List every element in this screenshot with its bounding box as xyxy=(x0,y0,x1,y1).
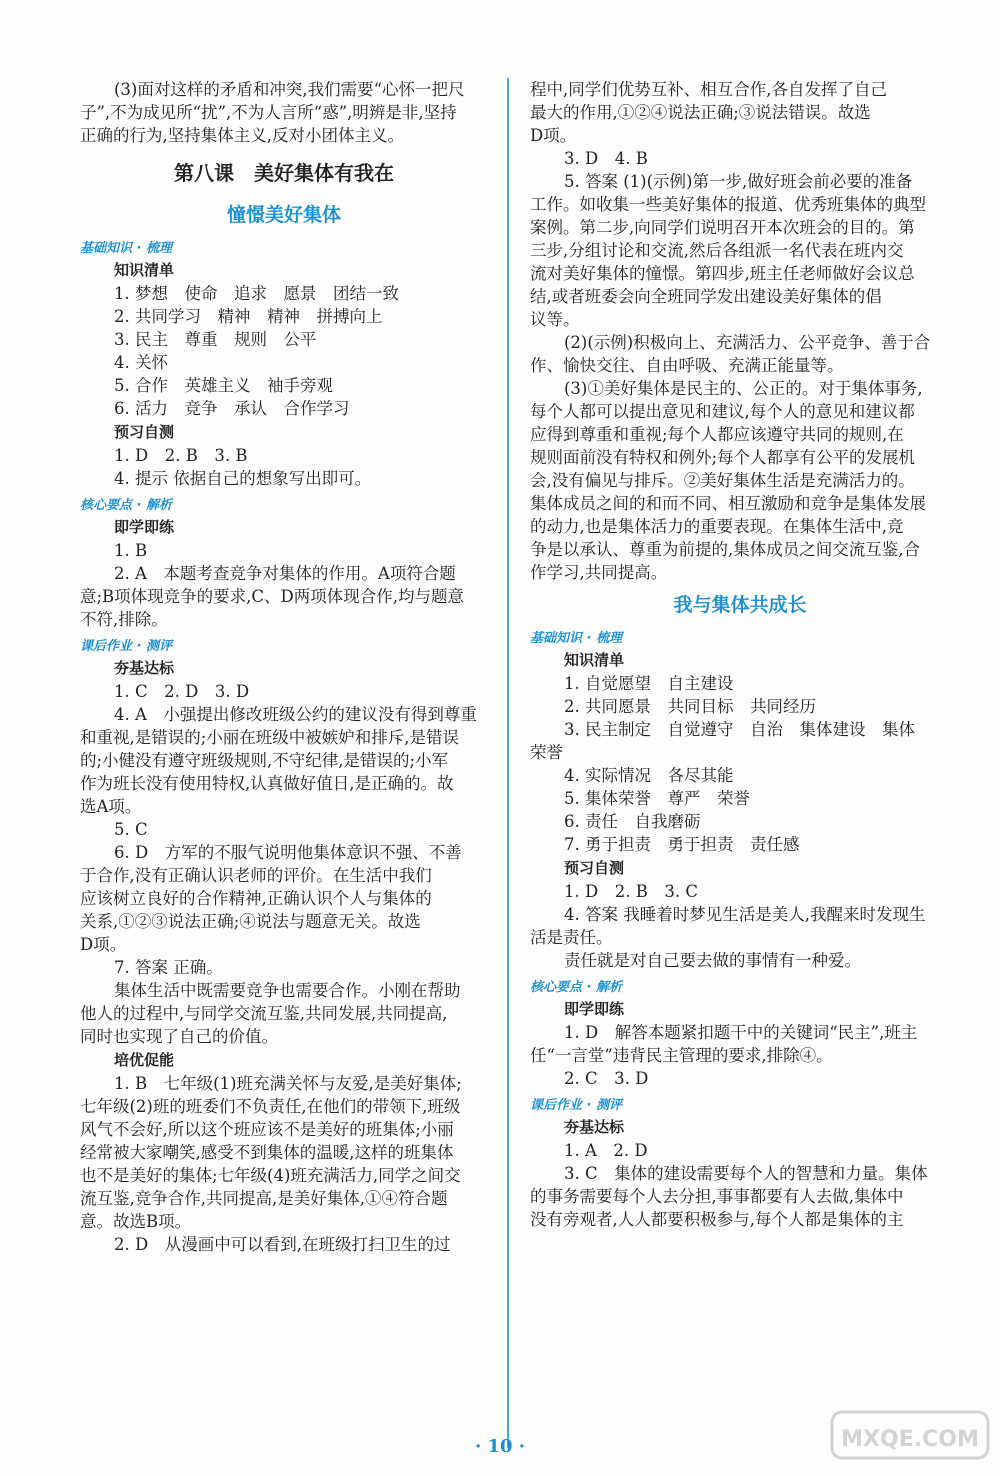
text-line: 会,没有偏见与排斥。②美好集体生活是充满活力的。 xyxy=(530,471,915,490)
subsection-heading: 即学即练 xyxy=(114,518,175,536)
text-line: 作学习,共同提高。 xyxy=(530,563,668,582)
text-line: (3)面对这样的矛盾和冲突,我们需要“心怀一把尺 xyxy=(114,80,465,99)
text-line: 工作。如收集一些美好集体的报道、优秀班集体的典型 xyxy=(530,195,926,214)
text-line: 4. 实际情况 各尽其能 xyxy=(564,766,734,785)
text-line: 1. 梦想 使命 追求 愿景 团结一致 xyxy=(114,284,399,303)
subsection-heading: 夯基达标 xyxy=(114,659,175,677)
text-line: 程中,同学们优势互补、相互合作,各自发挥了自己 xyxy=(530,80,887,99)
text-line: 2. 共同愿景 共同目标 共同经历 xyxy=(564,697,816,716)
page-number: · 10 · xyxy=(474,1436,526,1457)
text-line: 6. 活力 竞争 承认 合作学习 xyxy=(114,399,350,418)
section-title: 我与集体共成长 xyxy=(673,594,807,616)
text-line: 最大的作用,①②④说法正确;③说法错误。故选 xyxy=(530,103,871,122)
text-line: 于合作,没有正确认识老师的评价。在生活中我们 xyxy=(80,866,432,885)
text-line: D项。 xyxy=(530,126,577,145)
text-line: 1. D 2. B 3. C xyxy=(564,882,698,901)
text-line: 他人的过程中,与同学交流互鉴,共同发展,共同提高, xyxy=(80,1004,448,1023)
text-line: 风气不会好,所以这个班应该不是美好的班集体;小丽 xyxy=(80,1120,454,1139)
text-line: 4. 提示 依据自己的想象写出即可。 xyxy=(114,469,372,488)
text-line: 4. 答案 我睡着时梦见生活是美人,我醒来时发现生 xyxy=(564,905,926,924)
section-label: 核心要点 · 解析 xyxy=(80,498,172,513)
text-line: 1. 自觉愿望 自主建设 xyxy=(564,674,734,693)
text-line: 意;B项体现竞争的要求,C、D两项体现合作,均与题意 xyxy=(80,587,465,606)
section-label: 课后作业 · 测评 xyxy=(530,1098,622,1113)
text-line: 流互鉴,竞争合作,共同提高,是美好集体,①④符合题 xyxy=(80,1189,448,1208)
text-line: 荣誉 xyxy=(530,743,563,762)
text-line: 2. A 本题考查竞争对集体的作用。A项符合题 xyxy=(114,564,456,583)
text-line: 集体生活中既需要竞争也需要合作。小刚在帮助 xyxy=(114,981,461,1000)
text-line: 作为班长没有使用特权,认真做好值日,是正确的。故 xyxy=(80,774,454,793)
text-line: 3. 民主制定 自觉遵守 自治 集体建设 集体 xyxy=(564,720,915,739)
text-line: 1. B xyxy=(114,541,148,560)
text-line: 结,或者班委会向全班同学发出建设美好集体的倡 xyxy=(530,287,882,306)
text-line: 应得到尊重和重视;每个人都应该遵守共同的规则,在 xyxy=(530,425,904,444)
watermark-logo xyxy=(830,1406,990,1466)
left-column xyxy=(80,78,488,1256)
subsection-heading: 即学即练 xyxy=(564,1000,625,1018)
text-line: (3)①美好集体是民主的、公正的。对于集体事务, xyxy=(564,379,923,398)
text-line: 每个人都可以提出意见和建议,每个人的意见和建议都 xyxy=(530,402,915,421)
text-line: 活是责任。 xyxy=(530,928,613,947)
subsection-heading: 知识清单 xyxy=(114,261,175,279)
subsection-heading: 预习自测 xyxy=(564,859,625,877)
text-line: 议等。 xyxy=(530,310,580,329)
right-column xyxy=(530,78,950,1231)
text-line: 3. 民主 尊重 规则 公平 xyxy=(114,330,317,349)
text-line: 争是以承认、尊重为前提的,集体成员之间交流互鉴,合 xyxy=(530,540,920,559)
subsection-heading: 培优促能 xyxy=(114,1051,175,1069)
subsection-heading: 预习自测 xyxy=(114,423,175,441)
text-line: 七年级(2)班的班委们不负责任,在他们的带领下,班级 xyxy=(80,1097,461,1116)
text-line: 三步,分组讨论和交流,然后各组派一名代表在班内交 xyxy=(530,241,904,260)
text-line: D项。 xyxy=(80,935,127,954)
text-line: 案例。第二步,向同学们说明召开本次班会的目的。第 xyxy=(530,218,915,237)
subsection-heading: 知识清单 xyxy=(564,651,625,669)
text-line: 关系,①②③说法正确;④说法与题意无关。故选 xyxy=(80,912,421,931)
text-line: 5. C xyxy=(114,820,148,839)
text-line: (2)(示例)积极向上、充满活力、公平竞争、善于合 xyxy=(564,333,931,352)
section-title: 憧憬美好集体 xyxy=(226,204,341,226)
text-line: 5. 合作 英雄主义 袖手旁观 xyxy=(114,376,333,395)
svg-text:MXQE.COM: MXQE.COM xyxy=(841,1427,979,1452)
text-line: 子”,不为成见所“扰”,不为人言所“惑”,明辨是非,坚持 xyxy=(80,103,457,122)
text-line: 也不是美好的集体;七年级(4)班充满活力,同学之间交 xyxy=(80,1166,461,1185)
text-line: 选A项。 xyxy=(80,797,142,816)
text-line: 意。故选B项。 xyxy=(80,1212,192,1231)
text-line: 6. D 方军的不服气说明他集体意识不强、不善 xyxy=(114,843,462,862)
text-line: 4. 关怀 xyxy=(114,353,168,372)
text-line: 4. A 小强提出修改班级公约的建议没有得到尊重 xyxy=(114,705,477,724)
text-line: 5. 集体荣誉 尊严 荣誉 xyxy=(564,789,750,808)
section-label: 核心要点 · 解析 xyxy=(530,980,622,995)
text-line: 1. A 2. D xyxy=(564,1141,648,1160)
text-line: 经常被大家嘲笑,感受不到集体的温暖,这样的班集体 xyxy=(80,1143,454,1162)
text-line: 6. 责任 自我磨砺 xyxy=(564,812,701,831)
text-line: 的事务需要每个人去分担,事事都要有人去做,集体中 xyxy=(530,1187,904,1206)
text-line: 1. D 2. B 3. B xyxy=(114,446,248,465)
section-label: 课后作业 · 测评 xyxy=(80,639,172,654)
text-line: 正确的行为,坚持集体主义,反对小团体主义。 xyxy=(80,126,404,145)
text-line: 5. 答案 (1)(示例)第一步,做好班会前必要的准备 xyxy=(564,172,913,191)
text-line: 7. 答案 正确。 xyxy=(114,958,223,977)
text-line: 1. D 解答本题紧扣题干中的关键词“民主”,班主 xyxy=(564,1023,918,1042)
text-line: 同时也实现了自己的价值。 xyxy=(80,1027,278,1046)
text-line: 作、愉快交往、自由呼吸、充满正能量等。 xyxy=(530,356,844,375)
text-line: 应该树立良好的合作精神,正确认识个人与集体的 xyxy=(80,889,432,908)
text-line: 任“一言堂”违背民主管理的要求,排除④。 xyxy=(530,1046,833,1065)
column-divider xyxy=(507,78,509,1448)
text-line: 2. 共同学习 精神 精神 拼搏向上 xyxy=(114,307,383,326)
text-line: 的动力,也是集体活力的重要表现。在集体生活中,竞 xyxy=(530,517,904,536)
text-line: 规则面前没有特权和例外;每个人都享有公平的发展机 xyxy=(530,448,916,467)
text-line: 1. C 2. D 3. D xyxy=(114,682,250,701)
section-label: 基础知识 · 梳理 xyxy=(80,241,172,256)
text-line: 的;小健没有遵守班级规则,不守纪律,是错误的;小军 xyxy=(80,751,449,770)
text-line: 集体成员之间的和而不同、相互激励和竞争是集体发展 xyxy=(530,494,926,513)
text-line: 3. C 集体的建设需要每个人的智慧和力量。集体 xyxy=(564,1164,928,1183)
text-line: 2. C 3. D xyxy=(564,1069,649,1088)
text-line: 1. B 七年级(1)班充满关怀与友爱,是美好集体; xyxy=(114,1074,462,1093)
section-label: 基础知识 · 梳理 xyxy=(530,631,622,646)
text-line: 和重视,是错误的;小丽在班级中被嫉妒和排斥,是错误 xyxy=(80,728,460,747)
lesson-title: 第八课 美好集体有我在 xyxy=(174,161,394,185)
text-line: 没有旁观者,人人都要积极参与,每个人都是集体的主 xyxy=(530,1210,904,1229)
subsection-heading: 夯基达标 xyxy=(564,1118,625,1136)
text-line: 3. D 4. B xyxy=(564,149,648,168)
text-line: 7. 勇于担责 勇于担责 责任感 xyxy=(564,835,800,854)
text-line: 流对美好集体的憧憬。第四步,班主任老师做好会议总 xyxy=(530,264,915,283)
text-line: 不符,排除。 xyxy=(80,610,168,629)
text-line: 2. D 从漫画中可以看到,在班级打扫卫生的过 xyxy=(114,1235,451,1254)
text-line: 责任就是对自己要去做的事情有一种爱。 xyxy=(564,951,861,970)
